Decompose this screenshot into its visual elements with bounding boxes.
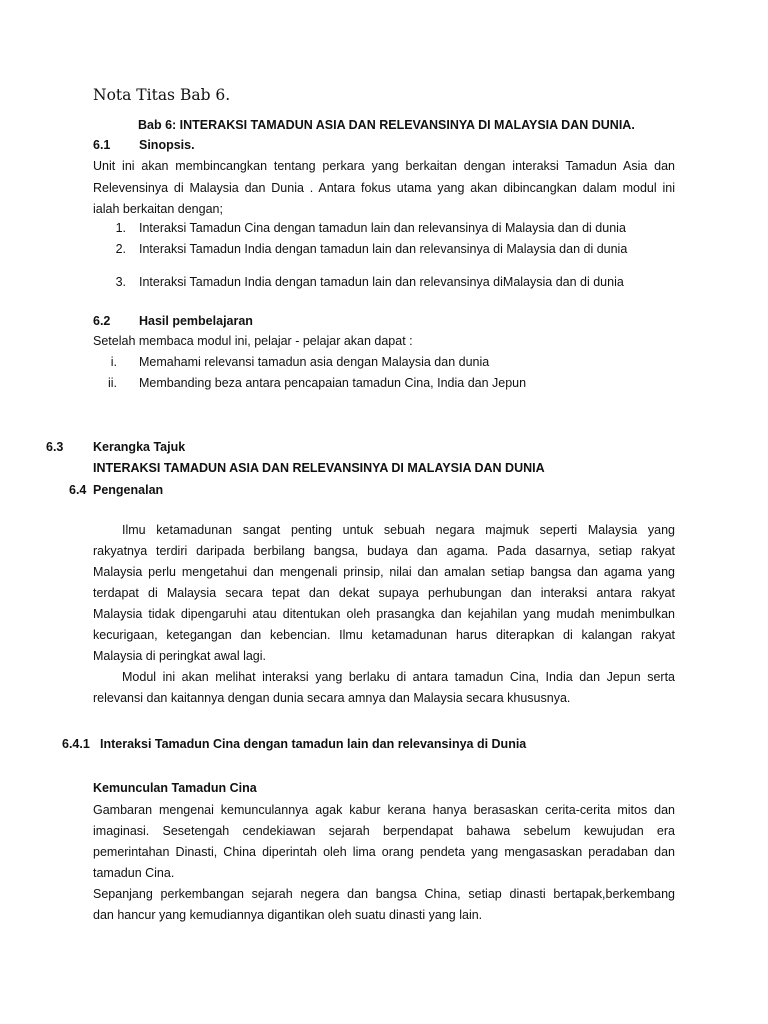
- doc-title: Nota Titas Bab 6.: [93, 86, 231, 104]
- s64-para2-line-1: Modul ini akan melihat interaksi yang berlaku di antara tamadun Cina, India dan Jepun serta: [122, 670, 675, 684]
- s61-list-item-3: Interaksi Tamadun India dengan tamadun lain dan relevansinya diMalaysia dan di dunia: [139, 275, 624, 289]
- s61-list-marker-2: 2.: [115, 242, 126, 256]
- s641-para2-line-2: dan hancur yang kemudiannya digantikan oleh suatu dinasti yang lain.: [93, 908, 483, 922]
- s64-para1-line-7: Malaysia di peringkat awal lagi.: [93, 649, 267, 663]
- s62-list-item-2: Membanding beza antara pencapaian tamadun Cina, India dan Jepun: [139, 376, 527, 390]
- s64-para2-line-2: relevansi dan kaitannya dengan dunia secara amnya dan Malaysia secara khususnya.: [93, 691, 571, 705]
- s61-para-line-1: Unit ini akan membincangkan tentang perkara yang berkaitan dengan interaksi Tamadun Asia dan: [93, 159, 675, 173]
- section-6-4-1-number: 6.4.1: [62, 737, 90, 751]
- s61-para-line-3: ialah berkaitan dengan;: [93, 202, 223, 216]
- chapter-heading: Bab 6: INTERAKSI TAMADUN ASIA DAN RELEVANSINYA DI MALAYSIA DAN DUNIA.: [138, 118, 635, 132]
- s61-list-item-1: Interaksi Tamadun Cina dengan tamadun lain dan relevansinya di Malaysia dan di dunia: [139, 221, 626, 235]
- section-6-3-subheading: INTERAKSI TAMADUN ASIA DAN RELEVANSINYA DI MALAYSIA DAN DUNIA: [93, 461, 545, 475]
- s61-list-item-2: Interaksi Tamadun India dengan tamadun lain dan relevansinya di Malaysia dan di dunia: [139, 242, 628, 256]
- section-6-2-heading: Hasil pembelajaran: [139, 314, 253, 328]
- section-6-2-number: 6.2: [93, 314, 111, 328]
- section-6-4-1-heading: Interaksi Tamadun Cina dengan tamadun lain dan relevansinya di Dunia: [100, 737, 527, 751]
- section-6-1-heading: Sinopsis.: [139, 138, 195, 152]
- section-6-3-heading: Kerangka Tajuk: [93, 440, 186, 454]
- s641-para1-line-4: tamadun Cina.: [93, 866, 175, 880]
- s64-para1-line-5: Malaysia tidak dipengaruhi atau ditentukan oleh prasangka dan kejahilan yang mudah menimbulkan: [93, 607, 675, 621]
- s61-list-marker-1: 1.: [115, 221, 126, 235]
- s64-para1-line-1: Ilmu ketamadunan sangat penting untuk sebuah negara majmuk seperti Malaysia yang: [122, 523, 675, 537]
- s61-list-marker-3: 3.: [115, 275, 126, 289]
- s62-list-marker-2: ii.: [107, 376, 117, 390]
- s62-list-marker-1: i.: [110, 355, 117, 369]
- section-6-3-number: 6.3: [46, 440, 64, 454]
- s641-para1-line-1: Gambaran mengenai kemunculannya agak kabur kerana hanya berasaskan cerita-cerita mitos dan: [93, 803, 675, 817]
- s61-para-line-2: Relevensinya di Malaysia dan Dunia . Antara fokus utama yang akan dibincangkan dalam modul ini: [93, 181, 675, 195]
- s641-subheading: Kemunculan Tamadun Cina: [93, 781, 257, 795]
- s62-intro: Setelah membaca modul ini, pelajar - pelajar akan dapat :: [93, 334, 413, 348]
- s64-para1-line-6: kecurigaan, ketegangan dan kebencian. Ilmu ketamadunan harus diterapkan di kalangan rakyat: [93, 628, 675, 642]
- section-6-1-number: 6.1: [93, 138, 111, 152]
- section-6-4-number: 6.4: [69, 483, 87, 497]
- s62-list-item-1: Memahami relevansi tamadun asia dengan Malaysia dan dunia: [139, 355, 490, 369]
- s64-para1-line-2: rakyatnya terdiri daripada berbilang bangsa, budaya dan agama. Pada dasarnya, setiap rakyat: [93, 544, 675, 558]
- s641-para1-line-3: pemerintahan Dinasti, China diperintah oleh lima orang pendeta yang mengasaskan peradaban dan: [93, 845, 675, 859]
- s64-para1-line-3: Malaysia perlu mengetahui dan mengenali prinsip, nilai dan amalan setiap bangsa dan agama yang: [93, 565, 675, 579]
- s641-para1-line-2: imaginasi. Sesetengah cendekiawan sejarah berpendapat bahawa sebelum kewujudan era: [93, 824, 675, 838]
- s641-para2-line-1: Sepanjang perkembangan sejarah negera dan bangsa China, setiap dinasti bertapak,berkembang: [93, 887, 675, 901]
- section-6-4-heading: Pengenalan: [93, 483, 164, 497]
- s64-para1-line-4: terdapat di Malaysia secara tepat dan dekat supaya perhubungan dan interaksi antara rakyat: [93, 586, 675, 600]
